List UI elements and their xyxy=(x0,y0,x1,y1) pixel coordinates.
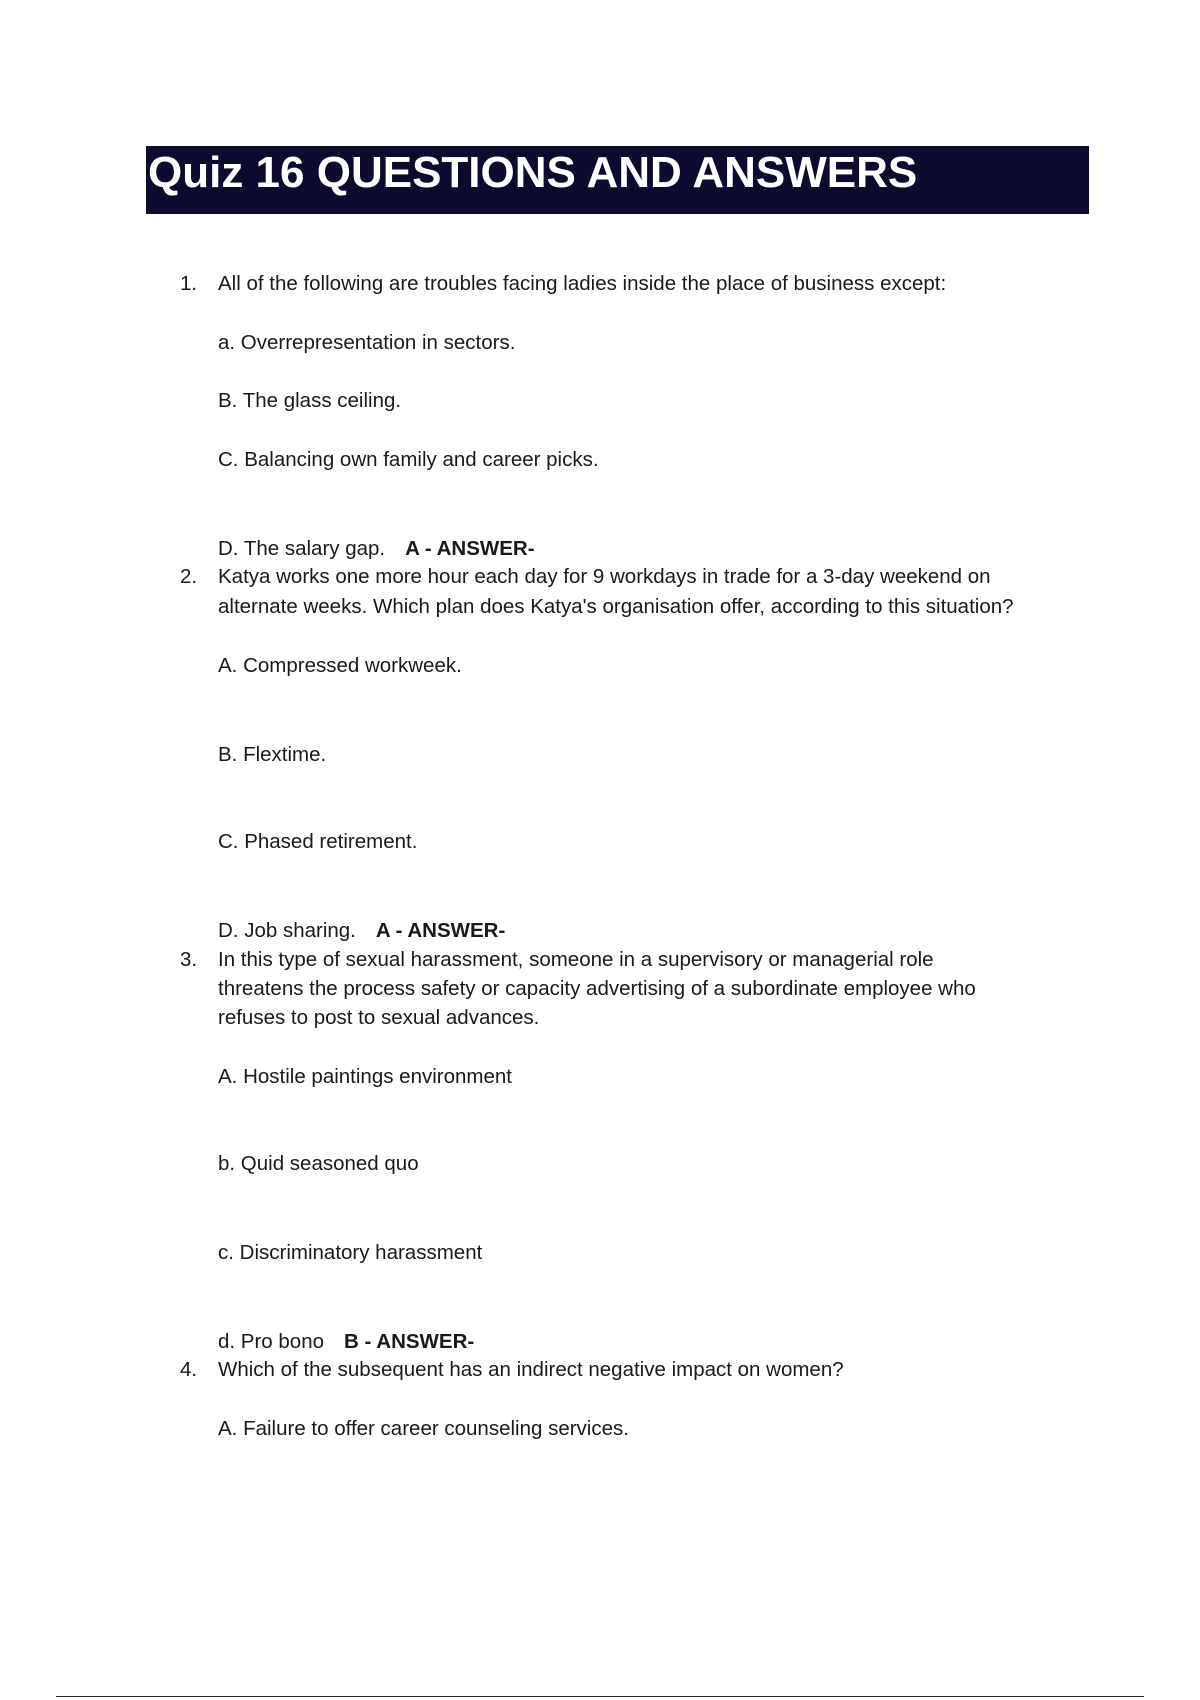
page-title: Quiz 16 QUESTIONS AND ANSWERS xyxy=(148,148,918,197)
option: A. Failure to offer career counseling services. xyxy=(218,1417,629,1440)
question-text: refuses to post to sexual advances. xyxy=(218,1006,540,1029)
question-number: 3. xyxy=(180,948,198,971)
option: A. Hostile paintings environment xyxy=(218,1065,512,1088)
question-text: All of the following are troubles facing ladies inside the place of business except: xyxy=(218,272,947,295)
option: B. Flextime. xyxy=(218,743,327,766)
option: b. Quid seasoned quo xyxy=(218,1152,419,1175)
answer-label: A - ANSWER- xyxy=(405,537,535,560)
option-with-answer xyxy=(218,916,505,945)
question-text: alternate weeks. Which plan does Katya's organisation offer, according to this situation? xyxy=(218,595,1014,618)
question-number: 1. xyxy=(180,272,198,295)
answer-label: B - ANSWER- xyxy=(344,1330,475,1353)
answer-label: A - ANSWER- xyxy=(375,919,506,942)
option: a. Overrepresentation in sectors. xyxy=(218,331,516,354)
option: C. Phased retirement. xyxy=(218,830,418,853)
question-text: Which of the subsequent has an indirect negative impact on women? xyxy=(218,1358,844,1381)
option: c. Discriminatory harassment xyxy=(218,1241,483,1264)
question-number: 2. xyxy=(180,565,198,588)
footer-divider xyxy=(56,1696,1144,1697)
option: B. The glass ceiling. xyxy=(218,389,402,412)
question-text: threatens the process safety or capacity advertising of a subordinate employee who xyxy=(218,977,976,1000)
question-text: In this type of sexual harassment, someone in a supervisory or managerial role xyxy=(218,948,934,971)
question-text: Katya works one more hour each day for 9 workdays in trade for a 3-day weekend on xyxy=(218,565,991,588)
title-banner xyxy=(146,146,1089,214)
option-with-answer xyxy=(218,534,535,563)
option: A. Compressed workweek. xyxy=(218,654,462,677)
option-with-answer xyxy=(218,1327,474,1356)
option: d. Pro bono xyxy=(218,1330,324,1353)
question-number: 4. xyxy=(180,1358,198,1381)
option: C. Balancing own family and career picks. xyxy=(218,448,599,471)
option: D. Job sharing. xyxy=(218,919,356,942)
option: D. The salary gap. xyxy=(218,537,386,560)
